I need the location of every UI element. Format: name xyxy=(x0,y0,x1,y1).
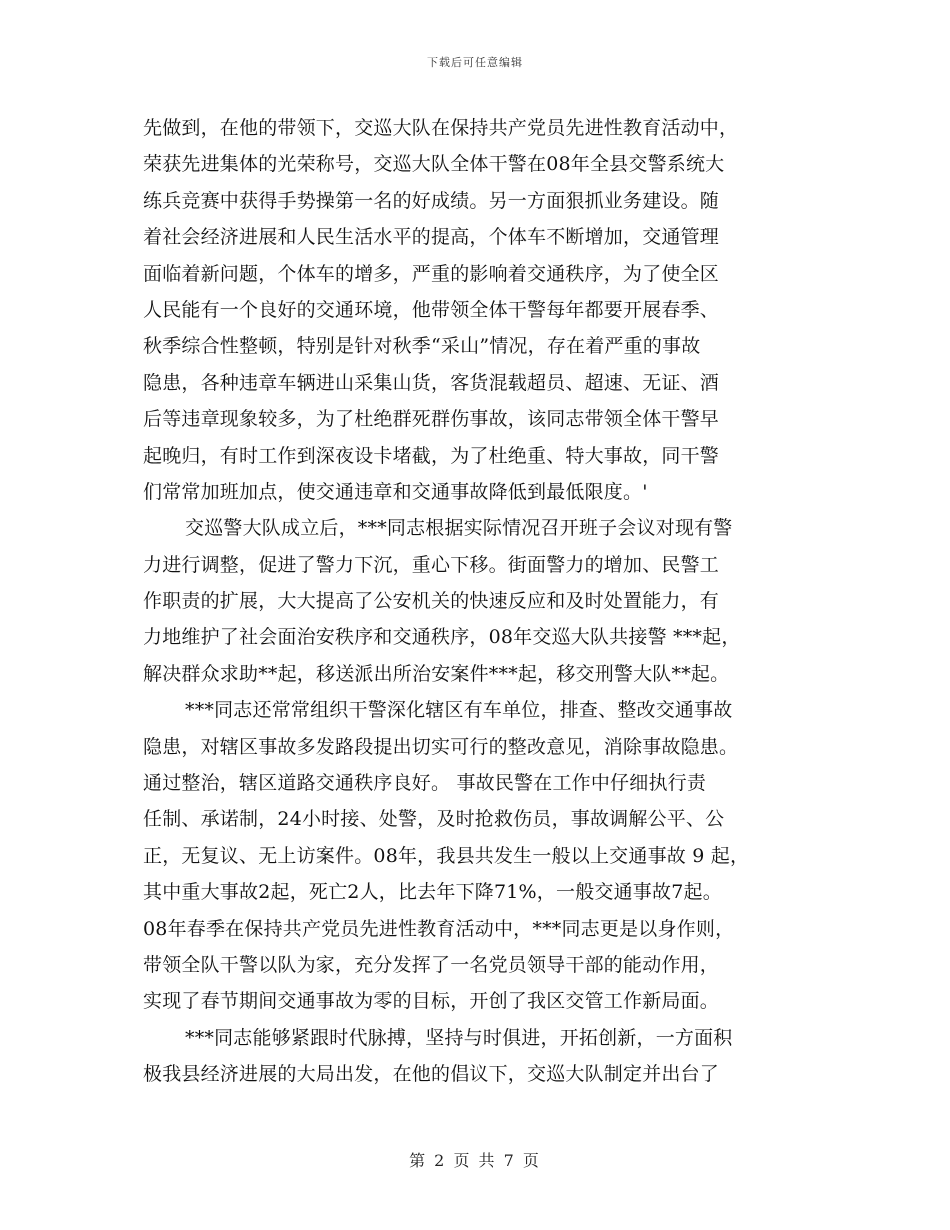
text-line: 先做到，在他的带领下，交巡大队在保持共产党员先进性教育活动中， xyxy=(143,117,739,139)
text-line: 极我县经济进展的大局出发，在他的倡议下，交巡大队制定并出台了 xyxy=(143,1063,720,1086)
text-line: 交巡警大队成立后，***同志根据实际情况召开班子会议对现有警 xyxy=(185,517,733,540)
text-line: 通过整治，辖区道路交通秩序良好。 事故民警在工作中仔细执行责 xyxy=(143,772,707,795)
text-line: 练兵竞赛中获得手势操第一名的好成绩。另一方面狠抓业务建设。随 xyxy=(143,189,720,212)
text-line: 任制、承诺制，24小时接、处警，及时抢救伤员，事故调解公平、公 xyxy=(143,808,725,831)
text-line: 力进行调整，促进了警力下沉，重心下移。街面警力的增加、民警工 xyxy=(143,553,720,576)
text-line: 隐患，对辖区事故多发路段提出切实可行的整改意见，消除事故隐患。 xyxy=(143,735,739,758)
text-line: 作职责的扩展，大大提高了公安机关的快速反应和及时处置能力，有 xyxy=(143,590,720,613)
text-line: ***同志还常常组织干警深化辖区有车单位，排查、整改交通事故 xyxy=(185,699,733,722)
text-line: 正，无复议、无上访案件。08年，我县共发生一般以上交通事故 9 起， xyxy=(143,844,750,867)
text-line: 荣获先进集体的光荣称号，交巡大队全体干警在08年全县交警系统大 xyxy=(143,153,725,176)
text-line: 着社会经济进展和人民生活水平的提高，个体车不断增加，交通管理 xyxy=(143,226,720,249)
text-line: 隐患，各种违章车辆进山采集山货，客货混载超员、超速、无证、酒 xyxy=(143,371,720,394)
text-line: 08年春季在保持共产党员先进性教育活动中，***同志更是以身作则， xyxy=(143,917,735,940)
text-line: 其中重大事故2起，死亡2人，比去年下降71%，一般交通事故7起。 xyxy=(143,881,722,904)
text-line: 解决群众求助**起，移送派出所治安案件***起，移交刑警大队**起。 xyxy=(143,662,730,685)
text-line: 秋季综合性整顿，特别是针对秋季“采山”情况，存在着严重的事故 xyxy=(143,335,701,358)
text-line: 起晚归，有时工作到深夜设卡堵截，为了杜绝重、特大事故，同干警 xyxy=(143,444,720,467)
text-line: 带领全队干警以队为家，充分发挥了一名党员领导干部的能动作用， xyxy=(143,953,720,976)
text-line: 实现了春节期间交通事故为零的目标，开创了我区交管工作新局面。 xyxy=(143,990,720,1013)
text-line: 们常常加班加点，使交通违章和交通事故降低到最低限度。' xyxy=(143,480,648,503)
text-line: 面临着新问题，个体车的增多，严重的影响着交通秩序，为了使全区 xyxy=(143,262,720,285)
page-header: 下载后可任意编辑 xyxy=(427,56,523,69)
page-footer: 第 2 页 共 7 页 xyxy=(409,1151,541,1170)
text-line: ***同志能够紧跟时代脉搏，坚持与时俱进，开拓创新，一方面积 xyxy=(185,1026,733,1049)
text-line: 人民能有一个良好的交通环境，他带领全体干警每年都要开展春季、 xyxy=(143,298,720,321)
text-line: 后等违章现象较多，为了杜绝群死群伤事故，该同志带领全体干警早 xyxy=(143,408,720,431)
text-line: 力地维护了社会面治安秩序和交通秩序，08年交巡大队共接警 ***起， xyxy=(143,626,741,649)
body-text xyxy=(143,110,833,1093)
